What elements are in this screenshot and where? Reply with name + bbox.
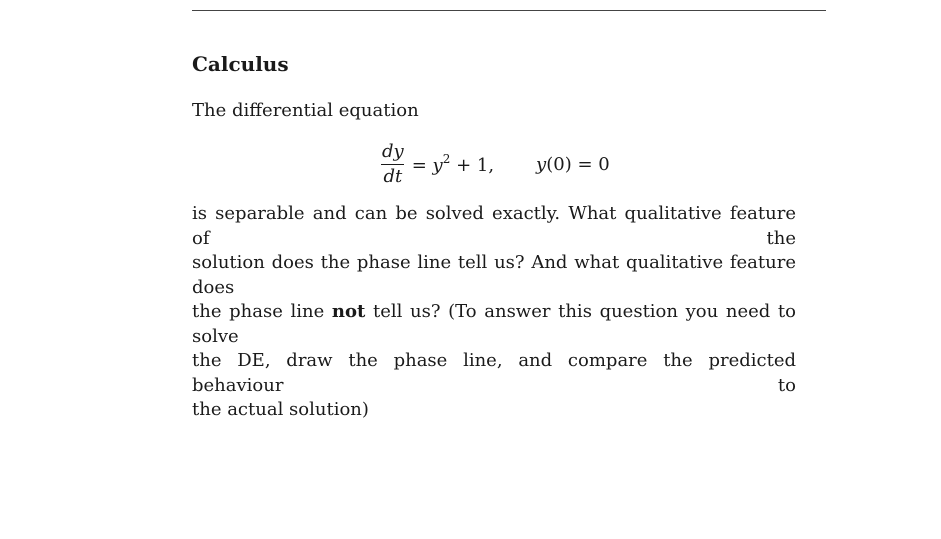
rhs-variable: y xyxy=(432,155,443,176)
paragraph-line-5: the actual solution) xyxy=(192,399,369,420)
initial-condition xyxy=(536,154,610,175)
line3-start: the phase line xyxy=(192,301,332,322)
fraction-numerator: dy xyxy=(382,140,404,162)
fraction-denominator: dt xyxy=(383,165,403,187)
initial-condition-variable: y xyxy=(536,153,547,175)
initial-condition-rest: (0) = 0 xyxy=(546,153,610,175)
section-title: Calculus xyxy=(192,52,289,76)
derivative-fraction xyxy=(380,142,406,187)
top-rule xyxy=(192,10,826,11)
paragraph-line-4: the DE, draw the phase line, and compare the predicted behaviour to xyxy=(192,350,796,396)
paragraph-line-2: solution does the phase line tell us? And what qualitative feature does xyxy=(192,252,796,298)
line3-rest: tell us? (To answer this question you need to solve xyxy=(192,301,797,347)
question-paragraph xyxy=(192,202,796,423)
equation-rhs xyxy=(412,152,494,176)
differential-equation xyxy=(380,138,610,190)
emphasis-not: not xyxy=(331,301,366,322)
rhs-rest: + 1, xyxy=(450,155,495,176)
paragraph-line-3 xyxy=(192,300,796,349)
intro-text: The differential equation xyxy=(192,100,419,121)
rhs-exponent: 2 xyxy=(442,152,451,166)
paragraph-line-1: is separable and can be solved exactly. What qualitative feature of the xyxy=(192,203,796,249)
equals-sign: = xyxy=(411,155,427,176)
